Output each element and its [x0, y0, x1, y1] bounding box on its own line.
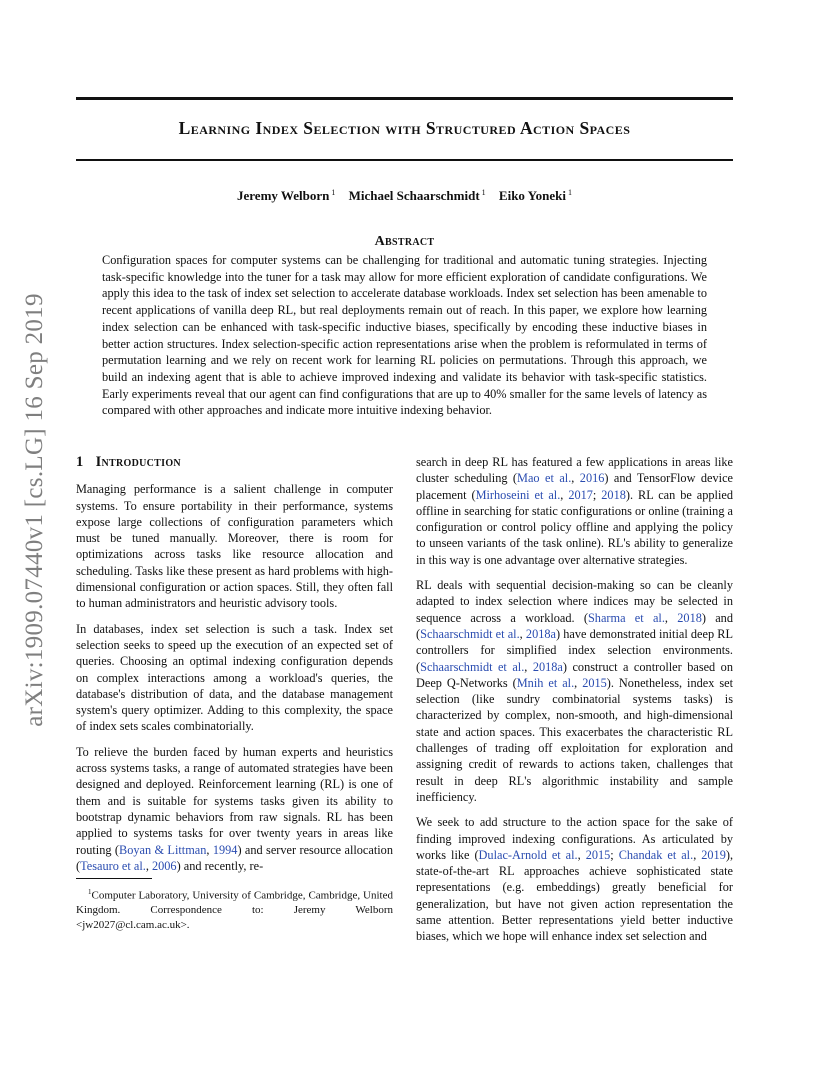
paragraph: RL deals with sequential decision-making so can be cleanly adapted to index selection where indices may be selected in sequence across a workload. (Sharma et al., 2018) and (Schaarschmidt et al., 2018a) have demonstrated initial deep RL controllers for simplified index selection environments. (Schaarschmidt et al., 2018a) construct a controller based on Deep Q-Networks (Mnih et al., 2015). Nonetheless, index set selection (like sundry combinatorial systems tasks) is characterized by complex, non-smooth, and high-dimensional state and action spaces. This exacerbates the characteristic RL challenges of trading off exploitation for exploration and assigning credit of rewards to actions taken, challenges that result in deep RL's algorithmic instability and sample inefficiency.: [416, 578, 733, 804]
paragraph: We seek to add structure to the action space for the sake of finding improved indexing configurations. As articulated by works like (Dulac-Arnold et al., 2015; Chandak et al., 2019), state-of-the-art RL approaches achieve sophisticated state representations (e.g. embeddings) greatly beneficial for generalization, but have not given action representation the same attention. Better representations yield better inductive biases, which we hope will enhance index set selection and: [416, 815, 734, 944]
citation-link[interactable]: 2018a: [525, 626, 556, 641]
author: [349, 188, 486, 203]
author: [499, 188, 572, 203]
citation-link[interactable]: Tesauro et al.: [80, 858, 146, 873]
author-name: Eiko Yoneki: [498, 188, 566, 203]
citation-link[interactable]: 2019: [701, 847, 726, 862]
section-heading: [76, 454, 393, 470]
arxiv-stamp: [16, 290, 54, 730]
citation-link[interactable]: Boyan & Littman: [119, 842, 207, 857]
citation-link[interactable]: Dulac-Arnold et al.: [478, 847, 578, 862]
citation-link[interactable]: 2015: [585, 847, 611, 862]
right-column: [416, 454, 733, 954]
title-top-rule: [76, 97, 733, 100]
section-title: Introduction: [95, 454, 181, 470]
paragraph: search in deep RL has featured a few applications in areas like cluster scheduling (Mao et al., 2016) and TensorFlow device placement (Mirhoseini et al., 2017; 2018). RL can be applied offline in searching for static configurations or online (training a configuration or control policy offline and applying the policy to unseen variants of the task online). RL's ability to generalize in this way is one advantage over alternative strategies.: [416, 455, 734, 567]
abstract-text: Configuration spaces for computer systems can be challenging for traditional and automatic tuning strategies. Injecting task-specific knowledge into the tuner for a task may allow for more efficient exploration of candidate configurations. We apply this idea to the task of index set selection to accelerate database workloads. Index set selection has been amenable to recent applications of vanilla deep RL, but real deployments remain out of reach. In this paper, we explore how learning index selection can be enhanced with task-specific inductive biases, specifically by encoding these inductive biases in better action structures. Index selection-specific action representations arise when the problem is reformulated in terms of permutation learning and we rely on recent work for learning RL policies on permutations. Through this approach, we build an indexing agent that is able to achieve improved indexing and validate its behavior with task-specific statistics. Early experiments reveal that our agent can find configurations that are up to 40% smaller for the same levels of latency as compared with other approaches and indicate more intuitive indexing behavior.: [102, 253, 707, 418]
footnote-text: Computer Laboratory, University of Cambridge, Cambridge, United Kingdom. Correspondence to: Jeremy Welborn <jw2027@cl.cam.ac.uk>.: [76, 889, 393, 931]
author-name: Jeremy Welborn: [237, 188, 330, 203]
citation-link[interactable]: 2015: [582, 675, 607, 690]
author-list: [76, 188, 733, 204]
footnote-mark: 1: [88, 888, 92, 897]
citation-link[interactable]: Schaarschmidt et al.: [420, 659, 525, 674]
citation-link[interactable]: 2018a: [532, 659, 563, 674]
citation-link[interactable]: Sharma et al.: [587, 610, 665, 625]
footnote: [76, 885, 393, 932]
affiliation-mark: 1: [567, 188, 572, 197]
paragraph: Managing performance is a salient challenge in computer systems. To ensure portability in their performance, systems expose large collections of configuration parameters which must be tuned manually. Moreover, there is room for optimizations across tasks like resource allocation and scheduling. Tasks like these present as hard problems with high-dimensional configuration or action spaces. Still, they often fall to human administrators and heuristic advisory tools.: [76, 482, 393, 611]
citation-link[interactable]: 2018: [601, 487, 626, 502]
affiliation-mark: 1: [481, 188, 486, 197]
footnote-rule: [76, 878, 152, 879]
citation-link[interactable]: 1994: [212, 842, 238, 857]
citation-link[interactable]: Chandak et al.: [618, 847, 694, 862]
citation-link[interactable]: Mirhoseini et al.: [475, 487, 561, 502]
left-column: [76, 454, 393, 932]
author: [237, 188, 335, 203]
citation-link[interactable]: 2018: [677, 610, 702, 625]
arxiv-stamp-text: arXiv:1909.07440v1 [cs.LG] 16 Sep 2019: [21, 293, 49, 727]
paper-title: Learning Index Selection with Structured Action Spaces: [178, 118, 631, 138]
title-bottom-rule: [76, 159, 733, 161]
citation-link[interactable]: Schaarschmidt et al.: [420, 626, 520, 641]
paragraph: In databases, index set selection is such a task. Index set selection seeks to speed up the execution of an expected set of queries. Choosing an optimal indexing configuration depends on complex interactions among a workload's queries, the database's distribution of data, and the database management system's query optimizer. Adding to this complexity, the space of index sets scales combinatorially.: [76, 621, 393, 734]
author-name: Michael Schaarschmidt: [348, 188, 480, 203]
citation-link[interactable]: Mao et al.: [517, 471, 572, 486]
citation-link[interactable]: 2006: [151, 858, 177, 873]
paragraph: To relieve the burden faced by human experts and heuristics across systems tasks, a range of automated strategies have been designed and deployed. Reinforcement learning (RL) is one of them and is suitable for systems tasks given its ability to bootstrap dynamic behaviors from raw signals. RL has been applied to systems tasks for over twenty years in areas like routing (Boyan & Littman, 1994) and server resource allocation (Tesauro et al., 2006) and recently, re-: [76, 744, 393, 873]
citation-link[interactable]: 2016: [579, 471, 605, 486]
citation-link[interactable]: Mnih et al.: [516, 675, 575, 690]
affiliation-mark: 1: [331, 188, 336, 197]
citation-link[interactable]: 2017: [568, 487, 593, 502]
section-number: 1: [76, 454, 84, 470]
abstract-heading: Abstract: [374, 234, 435, 249]
